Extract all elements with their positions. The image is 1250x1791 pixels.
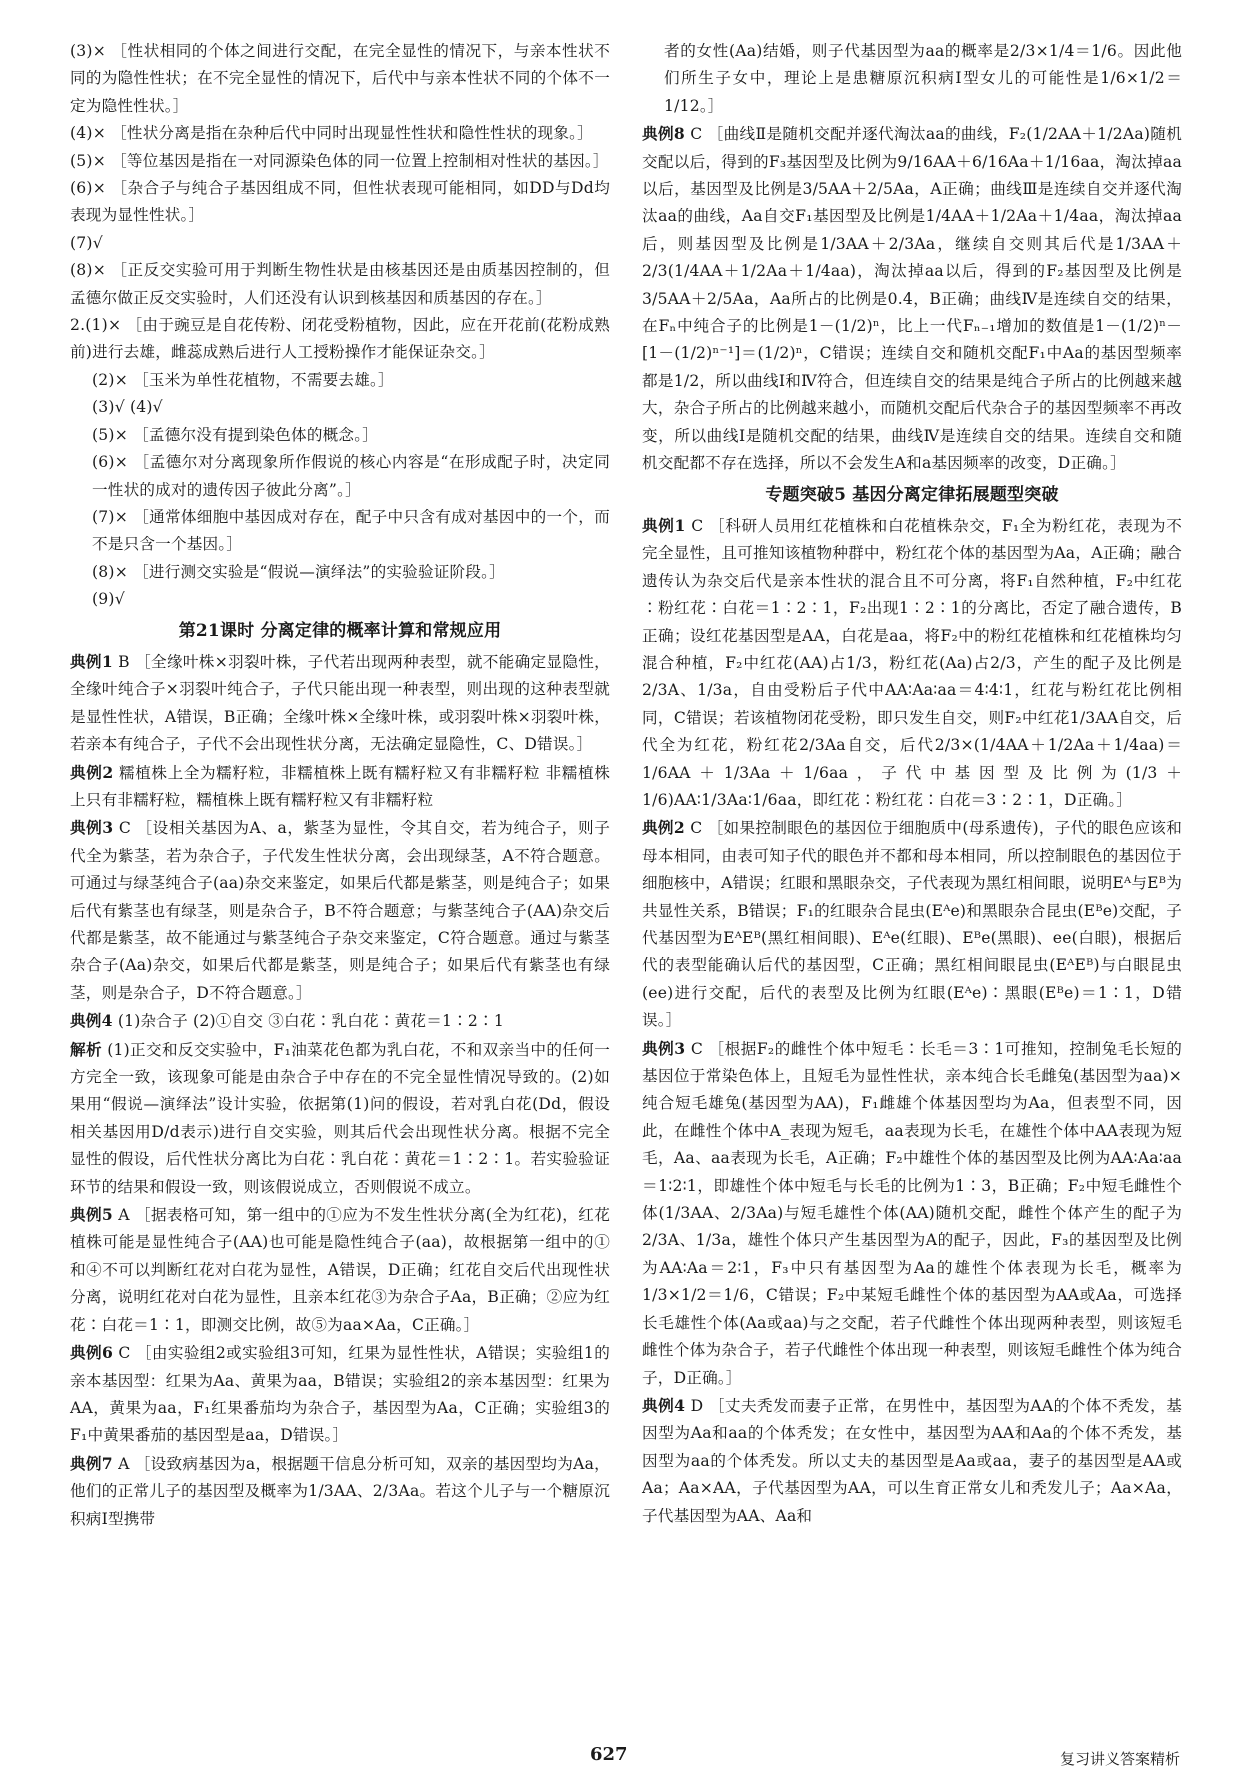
right-column — [642, 38, 1182, 1530]
example-text: D ［丈夫秃发而妻子正常，在男性中，基因型为AA的个体不秃发，基因型为Aa和aa的个体秃发；在女性中，基因型为AA和Aa的个体不秃发，基因型为aa的个体秃发。所以丈夫的基因型是Aa或aa，妻子的基因型是AA或Aa；Aa×AA，子代基因型为AA，可以生育正常女儿和秃发儿子；Aa×Aa，子代基因型为AA、Aa和 — [642, 1396, 1182, 1525]
answer-item: (5)× ［等位基因是指在一对同源染色体的同一位置上控制相对性状的基因。］ — [70, 151, 609, 170]
example-answer — [642, 1035, 1182, 1392]
example-label: 典例3 — [642, 1038, 686, 1058]
section-heading: 第21课时 分离定律的概率计算和常规应用 — [178, 620, 502, 641]
example-answer — [642, 120, 1182, 477]
example-answer — [642, 814, 1182, 1034]
page-number: 627 — [590, 1744, 628, 1765]
analysis-label: 解析 — [70, 1039, 102, 1059]
example-answer — [70, 1450, 610, 1533]
example-answer — [70, 648, 610, 759]
example-label: 典例8 — [642, 124, 685, 144]
example-label: 典例1 — [642, 515, 686, 535]
left-column — [70, 38, 610, 1533]
example-label: 典例6 — [70, 1343, 114, 1363]
answer-item: (5)× ［孟德尔没有提到染色体的概念。］ — [92, 425, 379, 444]
example-text: C ［根据F₂的雌性个体中短毛∶长毛＝3∶1可推知，控制兔毛长短的基因位于常染色体上，且短毛为显性性状，亲本纯合长毛雌兔(基因型为aa)×纯合短毛雄兔(基因型为AA)，F₁雌雄个体基因型均为Aa，但表型不同，因此，在雌性个体中A_表现为短毛，aa表现为长毛，在雄性个体中AA表现为短毛，Aa、aa表现为长毛，A正确；F₂中雄性个体的基因型及比例为AA∶Aa∶aa＝1∶2∶1，即雄性个体中短毛与长毛的比例为1∶3，B正确；F₂中短毛雌性个体(1/3AA、2/3Aa)与短毛雄性个体(AA)随机交配，雌性个体产生的配子为2/3A、1/3a，雄性个体只产生基因型为A的配子，因此，F₃的基因型及比例为AA∶Aa＝2∶1，F₃中只有基因型为Aa的雄性个体表现为长毛，概率为1/3×1/2＝1/6，C错误；F₂中某短毛雌性个体的基因型为AA或Aa，可选择长毛雄性个体(Aa或aa)与之交配，若子代雌性个体出现两种表型，则该短毛雌性个体为杂合子，若子代雌性个体出现一种表型，则该短毛雌性个体为纯合子，D正确。］ — [642, 1039, 1183, 1387]
answer-item: (3)× ［性状相同的个体之间进行交配，在完全显性的情况下，与亲本性状不同的为隐性性状；在不完全显性的情况下，后代中与亲本性状不同的个体不一定为隐性性状。］ — [70, 42, 610, 115]
answer-item: (8)× ［进行测交实验是“假说—演绎法”的实验验证阶段。］ — [92, 562, 505, 581]
answer-item: 2.(1)× ［由于豌豆是自花传粉、闭花受粉植物，因此，应在开花前(花粉成熟前)进行去雄，雌蕊成熟后进行人工授粉操作才能保证杂交。］ — [70, 316, 610, 362]
answer-item: (7)× ［通常体细胞中基因成对存在，配子中只含有成对基因中的一个，而不是只含一个基因。］ — [92, 507, 610, 554]
example-text: B ［全缘叶株×羽裂叶株，子代若出现两种表型，就不能确定显隐性，全缘叶纯合子×羽裂叶纯合子，子代只能出现一种表型，则出现的这种表型就是显性性状，A错误，B正确；全缘叶株×全缘叶株，或羽裂叶株×羽裂叶株，若亲本有纯合子，子代不会出现性状分离，无法确定显隐性，C、D错误。］ — [70, 652, 610, 754]
example-answer — [70, 759, 610, 815]
answer-item: (3)√ (4)√ — [92, 398, 163, 417]
analysis — [70, 1036, 610, 1201]
example-label: 典例5 — [70, 1205, 113, 1225]
example-label: 典例2 — [642, 818, 685, 838]
answer-item: (6)× ［杂合子与纯合子基因组成不同，但性状表现可能相同，如DD与Dd均表现为显性性状。］ — [70, 179, 610, 225]
example-label: 典例2 — [70, 762, 114, 782]
example-answer — [70, 814, 610, 1007]
example-text: A ［设致病基因为a，根据题干信息分析可知，双亲的基因型均为Aa，他们的正常儿子的基因型及概率为1/3AA、2/3Aa。若这个儿子与一个糖原沉积病Ⅰ型携带 — [70, 1454, 610, 1528]
example-text: C ［由实验组2或实验组3可知，红果为显性性状，A错误；实验组1的亲本基因型：红果为Aa、黄果为aa，B错误；实验组2的亲本基因型：红果为AA，黄果为aa，F₁红果番茄均为杂合子，基因型为Aa，C正确；实验组3的F₁中黄果番茄的基因型是aa，D错误。］ — [70, 1344, 610, 1445]
footer-title: 复习讲义答案精析 — [1059, 1750, 1180, 1768]
example-text: C ［科研人员用红花植株和白花植株杂交，F₁全为粉红花，表现为不完全显性，且可推知该植物种群中，粉红花个体的基因型为Aa，A正确；融合遗传认为杂交后代是亲本性状的混合且不可分离，将F₁自然种植，F₂中红花∶粉红花∶白花＝1∶2∶1，F₂出现1∶2∶1的分离比，否定了融合遗传，B正确；设红花基因型是AA，白花是aa，将F₂中的粉红花植株和红花植株均匀混合种植，F₂中红花(AA)占1/3，粉红花(Aa)占2/3，产生的配子及比例是2/3A、1/3a，自由受粉后子代中AA∶Aa∶aa＝4∶4∶1，红花与粉红花比例相同，C错误；若该植物闭花受粉，即只发生自交，则F₂中红花1/3AA自交，后代全为红花，粉红花2/3Aa自交，后代2/3×(1/4AA＋1/2Aa＋1/4aa)＝1/6AA＋1/3Aa＋1/6aa，子代中基因型及比例为(1/3＋1/6)AA∶1/3Aa∶1/6aa，即红花∶粉红花∶白花＝3∶2∶1，D正确。］ — [642, 516, 1182, 809]
answer-item: (6)× ［孟德尔对分离现象所作假说的核心内容是“在形成配子时，决定同一性状的成对的遗传因子彼此分离”。］ — [92, 453, 610, 499]
answer-continuation: 者的女性(Aa)结婚，则子代基因型为aa的概率是2/3×1/4＝1/6。因此他们所生子女中，理论上是患糖原沉积病Ⅰ型女儿的可能性是1/6×1/2＝1/12。］ — [664, 42, 1182, 115]
example-answer — [70, 1339, 610, 1450]
example-answer — [70, 1201, 610, 1339]
analysis-text: (1)正交和反交实验中，F₁油菜花色都为乳白花，不和双亲当中的任何一方完全一致，该现象可能是由杂合子中存在的不完全显性情况导致的。(2)如果用“假说—演绎法”设计实验，依据第(1)问的假设，若对乳白花(Dd，假设相关基因用D/d表示)进行自交实验，则其后代会出现性状分离。根据不完全显性的假设，后代性状分离比为白花∶乳白花∶黄花＝1∶2∶1。若实验验证环节的结果和假设一致，则该假说成立，否则假说不成立。 — [70, 1040, 610, 1196]
example-text: C ［如果控制眼色的基因位于细胞质中(母系遗传)，子代的眼色应该和母本相同，由表可知子代的眼色并不都和母本相同，所以控制眼色的基因位于细胞核中，A错误；红眼和黑眼杂交，子代表现为黑红相间眼，说明Eᴬ与Eᴮ为共显性关系，B错误；F₁的红眼杂合昆虫(Eᴬe)和黑眼杂合昆虫(Eᴮe)交配，子代基因型为EᴬEᴮ(黑红相间眼)、Eᴬe(红眼)、Eᴮe(黑眼)、ee(白眼)，根据后代的表型能确认后代的基因型，C正确；黑红相间眼昆虫(EᴬEᴮ)与白眼昆虫(ee)进行交配，后代的表型及比例为红眼(Eᴬe)∶黑眼(Eᴮe)＝1∶1，D错误。］ — [642, 819, 1183, 1030]
example-answer — [642, 1392, 1182, 1530]
example-label: 典例3 — [70, 818, 114, 838]
example-label: 典例4 — [642, 1395, 686, 1415]
example-label: 典例1 — [70, 651, 113, 671]
section-heading: 专题突破5 基因分离定律拓展题型突破 — [765, 484, 1059, 505]
answer-item: (9)√ — [92, 590, 125, 609]
example-text: C ［曲线Ⅱ是随机交配并逐代淘汰aa的曲线，F₂(1/2AA＋1/2Aa)随机交配以后，得到的F₃基因型及比例为9/16AA＋6/16Aa＋1/16aa，淘汰掉aa以后，基因型及比例是3/5AA＋2/5Aa，A正确；曲线Ⅲ是连续自交并逐代淘汰aa的曲线，Aa自交F₁基因型及比例是1/4AA＋1/2Aa＋1/4aa，淘汰掉aa后，则基因型及比例是1/3AA＋2/3Aa，继续自交则其后代是1/3AA＋2/3(1/4AA＋1/2Aa＋1/4aa)，淘汰掉aa以后，得到的F₂基因型及比例是3/5AA＋2/5Aa，Aa所占的比例是0.4，B正确；曲线Ⅳ是连续自交的结果，在Fₙ中纯合子的比例是1－(1/2)ⁿ，比上一代Fₙ₋₁增加的数值是1－(1/2)ⁿ－[1－(1/2)ⁿ⁻¹]＝(1/2)ⁿ，C错误；连续自交和随机交配F₁中Aa的基因型频率都是1/2，所以曲线Ⅰ和Ⅳ符合，但连续自交的结果是纯合子所占的比例越来越大，杂合子所占的比例越来越小，而随机交配后代杂合子的基因型频率不再改变，所以曲线Ⅰ是随机交配的结果，曲线Ⅳ是连续自交的结果。连续自交和随机交配都不存在选择，所以不会发生A和a基因频率的改变，D正确。］ — [642, 125, 1182, 473]
answer-item: (4)× ［性状分离是指在杂种后代中同时出现显性性状和隐性性状的现象。］ — [70, 124, 593, 143]
answer-item: (8)× ［正反交实验可用于判断生物性状是由核基因还是由质基因控制的，但孟德尔做正反交实验时，人们还没有认识到核基因和质基因的存在。］ — [70, 261, 610, 307]
example-label: 典例7 — [70, 1453, 113, 1473]
example-text: C ［设相关基因为A、a，紫茎为显性，令其自交，若为纯合子，则子代全为紫茎，若为杂合子，子代发生性状分离，会出现绿茎，A不符合题意。可通过与绿茎纯合子(aa)杂交来鉴定，如果后代都是紫茎，则是纯合子；如果后代有紫茎也有绿茎，则是杂合子，B不符合题意；与紫茎纯合子(AA)杂交后代都是紫茎，故不能通过与紫茎纯合子杂交来鉴定，C符合题意。通过与紫茎杂合子(Aa)杂交，如果后代都是紫茎，则是纯合子；如果后代有紫茎也有绿茎，则是杂合子，D不符合题意。］ — [70, 819, 610, 1002]
answer-item: (7)√ — [70, 233, 103, 252]
example-text: A ［据表格可知，第一组中的①应为不发生性状分离(全为红花)，红花植株可能是显性纯合子(AA)也可能是隐性纯合子(aa)，故根据第一组中的①和④不可以判断红花对白花为显性，A错误，D正确；红花自交后代出现性状分离，说明红花对白花为显性，且亲本红花③为杂合子Aa，B正确；②应为红花∶白花＝1∶1，即测交比例，故⑤为aa×Aa，C正确。］ — [70, 1206, 610, 1334]
example-answer — [70, 1007, 610, 1035]
example-text: (1)杂合子 (2)①自交 ③白花∶乳白花∶黄花＝1∶2∶1 — [117, 1012, 504, 1031]
example-text: 糯植株上全为糯籽粒，非糯植株上既有糯籽粒又有非糯籽粒 非糯植株上只有非糯籽粒，糯植株上既有糯籽粒又有非糯籽粒 — [70, 763, 610, 809]
example-label: 典例4 — [70, 1011, 113, 1031]
example-answer — [642, 512, 1182, 814]
answer-item: (2)× ［玉米为单性花植物，不需要去雄。］ — [92, 370, 394, 389]
